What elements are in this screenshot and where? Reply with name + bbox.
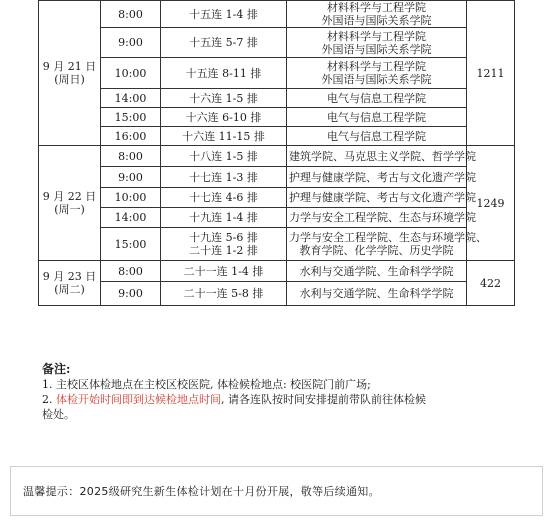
- table-row: [39, 208, 515, 228]
- table-row: [39, 261, 515, 282]
- time-cell: 14:00: [101, 208, 161, 228]
- total-cell: 1211: [467, 1, 515, 146]
- college-cell: [287, 1, 467, 28]
- unit-cell: [161, 1, 287, 28]
- unit-cell: [161, 89, 287, 108]
- college-text: 水利与交通学院、生命科学学院: [299, 264, 454, 278]
- table-row: [39, 167, 515, 188]
- weekday-text: (周一): [54, 203, 85, 216]
- time-cell: 8:00: [101, 261, 161, 282]
- time-cell: 9:00: [101, 167, 161, 188]
- college-cell: [287, 89, 467, 108]
- college-cell: [287, 108, 467, 127]
- table-row: [39, 108, 515, 127]
- time-cell: 15:00: [101, 228, 161, 261]
- unit-text: 十七连 1-3 排: [189, 170, 258, 184]
- unit-text: 十七连 4-6 排: [189, 191, 258, 204]
- time-cell: 15:00: [101, 108, 161, 127]
- unit-text: 二十连 1-2 排: [189, 244, 258, 257]
- date-text: 9 月 23 日: [42, 270, 97, 283]
- college-text: 力学与安全工程学院、生态与环境学院、: [289, 231, 487, 244]
- college-text: 建筑学院、马克思主义学院、哲学学院: [289, 149, 476, 163]
- college-text: 电气与信息工程学院: [327, 129, 426, 143]
- time-cell: 10:00: [101, 188, 161, 208]
- college-text: 外国语与国际关系学院: [321, 42, 432, 56]
- unit-cell: [161, 108, 287, 127]
- college-cell: [287, 208, 476, 228]
- college-text: 水利与交通学院、生命科学学院: [299, 287, 454, 300]
- notes-section: [42, 362, 512, 422]
- table-row: [39, 127, 515, 146]
- college-text: 护理与健康学院、考古与文化遗产学院: [289, 191, 476, 204]
- unit-cell: [161, 167, 287, 188]
- note-item-2-continued: 检处。: [42, 408, 75, 421]
- college-cell: [287, 282, 467, 306]
- note-highlight: 体检开始时间即到达候检地点时间: [56, 393, 221, 406]
- college-text: 材料科学与工程学院: [327, 29, 426, 43]
- note-item-1: 1. 主校区体检地点在主校区校医院, 体检候检地点: 校医院门前广场;: [42, 378, 371, 391]
- unit-cell: [161, 208, 287, 228]
- college-text: 材料科学与工程学院: [327, 60, 426, 73]
- unit-text: 十六连 11-15 排: [182, 129, 265, 143]
- time-cell: 8:00: [101, 1, 161, 28]
- total-cell: 1249: [467, 146, 515, 261]
- date-cell: [39, 1, 101, 146]
- unit-cell: [161, 261, 287, 282]
- college-text: 力学与安全工程学院、生态与环境学院: [289, 211, 476, 224]
- total-cell: 422: [467, 261, 515, 306]
- college-cell: [287, 167, 476, 188]
- unit-cell: [161, 228, 287, 261]
- exam-schedule-table: [38, 0, 515, 306]
- unit-text: 十六连 6-10 排: [185, 110, 262, 124]
- unit-cell: [161, 28, 287, 58]
- table-row: [39, 146, 515, 167]
- table-row: [39, 58, 515, 89]
- time-cell: 14:00: [101, 89, 161, 108]
- college-cell: [287, 146, 476, 167]
- time-cell: 8:00: [101, 146, 161, 167]
- table-row: [39, 89, 515, 108]
- college-text: 护理与健康学院、考古与文化遗产学院: [289, 170, 476, 184]
- weekday-text: (周二): [54, 283, 85, 296]
- date-cell: [39, 261, 101, 306]
- weekday-text: (周日): [54, 73, 85, 86]
- unit-text: 二十一连 5-8 排: [183, 287, 264, 300]
- college-cell: [287, 127, 467, 146]
- date-text: 9 月 21 日: [42, 60, 97, 73]
- unit-text: 十五连 1-4 排: [189, 7, 258, 21]
- college-text: 电气与信息工程学院: [327, 110, 426, 124]
- college-cell: [287, 28, 467, 58]
- college-cell: [287, 188, 476, 208]
- unit-text: 十六连 1-5 排: [189, 91, 258, 105]
- unit-text: 十八连 1-5 排: [189, 149, 258, 163]
- unit-cell: [161, 127, 287, 146]
- table-row: [39, 1, 515, 28]
- unit-cell: [161, 58, 287, 89]
- unit-text: 十九连 5-6 排: [189, 231, 258, 244]
- date-text: 9 月 22 日: [42, 190, 97, 203]
- unit-cell: [161, 282, 287, 306]
- unit-cell: [161, 146, 287, 167]
- notes-title: 备注:: [42, 362, 71, 376]
- college-text: 外国语与国际关系学院: [321, 73, 432, 86]
- unit-cell: [161, 188, 287, 208]
- college-cell: [287, 261, 467, 282]
- college-text: 外国语与国际关系学院: [321, 14, 432, 27]
- table-row: [39, 28, 515, 58]
- time-cell: 16:00: [101, 127, 161, 146]
- college-cell: [287, 58, 467, 89]
- unit-text: 二十一连 1-4 排: [183, 264, 264, 278]
- college-text: 材料科学与工程学院: [327, 1, 426, 14]
- time-cell: 10:00: [101, 58, 161, 89]
- unit-text: 十五连 5-7 排: [189, 36, 258, 49]
- tip-box: 温馨提示：2025级研究生新生体检计划在十月份开展，敬等后续通知。: [10, 466, 543, 516]
- unit-text: 十九连 1-4 排: [189, 211, 258, 224]
- table-row: [39, 282, 515, 306]
- time-cell: 9:00: [101, 28, 161, 58]
- unit-text: 十五连 8-11 排: [185, 66, 262, 80]
- time-cell: 9:00: [101, 282, 161, 306]
- table-row: [39, 228, 515, 261]
- college-text: 教育学院、化学学院、历史学院: [299, 244, 454, 257]
- college-text: 电气与信息工程学院: [327, 91, 426, 105]
- college-cell: [287, 228, 487, 261]
- date-cell: [39, 146, 101, 261]
- note-item-2: 2. 体检开始时间即到达候检地点时间, 请各连队按时间安排提前带队前往体检候: [42, 393, 426, 406]
- table-row: [39, 188, 515, 208]
